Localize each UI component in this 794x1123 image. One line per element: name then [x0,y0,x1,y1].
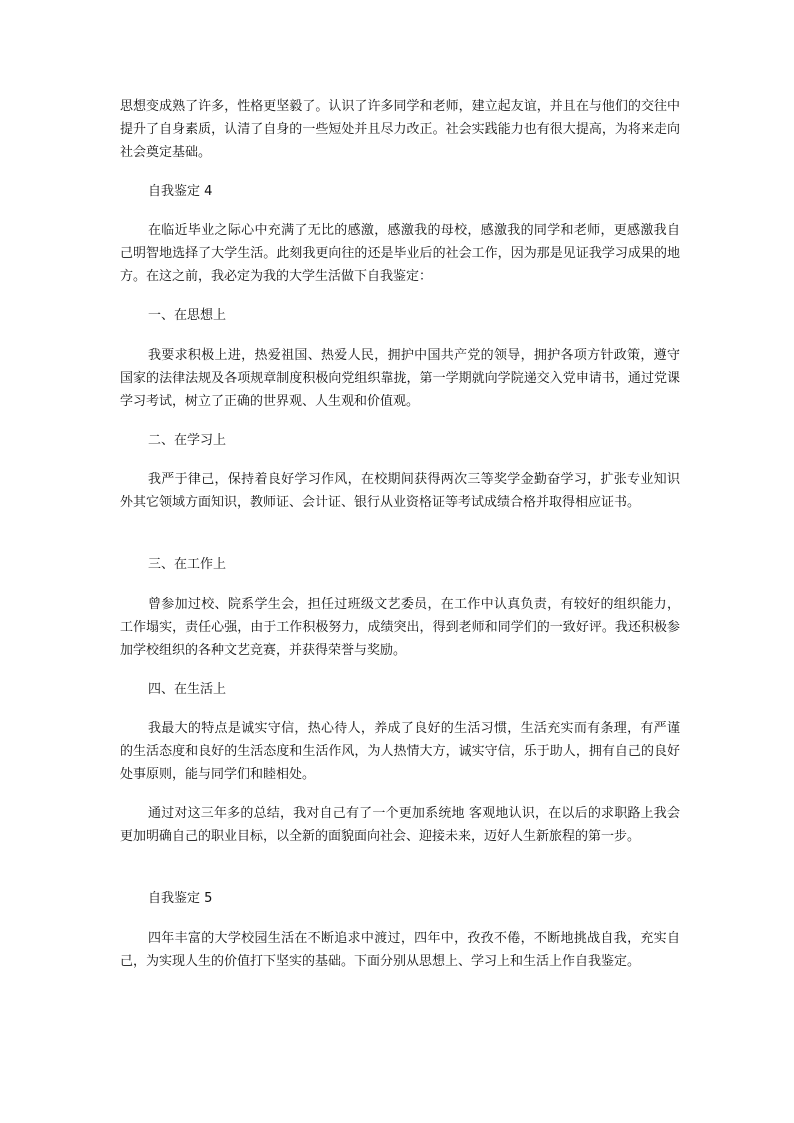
paragraph-life: 我最大的特点是诚实守信，热心待人，养成了良好的生活习惯，生活充实而有条理，有严谨的生活态度和良好的生活态度和生活作风，为人热情大方，诚实守信，乐于助人，拥有自己的良好处事原则，能与同学们和睦相处。 [120,721,680,782]
paragraph-intro-5: 四年丰富的大学校园生活在不断追求中渡过，四年中，孜孜不倦，不断地挑战自我，充实自己，为实现人生的价值打下坚实的基础。下面分别从思想上、学习上和生活上作自我鉴定。 [120,931,680,969]
heading-thought: 一、在思想上 [148,308,227,323]
heading-self-assessment-5: 自我鉴定 5 [148,891,213,906]
paragraph-summary: 通过对这三年多的总结，我对自己有了一个更加系统地 客观地认识，在以后的求职路上我会更加明确自己的职业目标，以全新的面貌面向社会、迎接未来，迈好人生新旅程的第一步。 [120,806,680,844]
paragraph-continued: 思想变成熟了许多，性格更坚毅了。认识了许多同学和老师，建立起友谊，并且在与他们的交往中提升了自身素质，认清了自身的一些短处并且尽力改正。社会实践能力也有很大提高，为将来走向社会奠定基础。 [120,99,680,160]
heading-self-assessment-4: 自我鉴定 4 [148,184,213,199]
heading-work: 三、在工作上 [148,557,227,572]
paragraph-work: 曾参加过校、院系学生会，担任过班级文艺委员，在工作中认真负责，有较好的组织能力，工作塌实，责任心强，由于工作积极努力，成绩突出，得到老师和同学们的一致好评。我还积极参加学校组织的各种文艺竞赛，并获得荣誉与奖励。 [120,597,680,658]
heading-study: 二、在学习上 [148,433,227,448]
paragraph-study: 我严于律己，保持着良好学习作风，在校期间获得两次三等奖学金勤奋学习，扩张专业知识外其它领域方面知识，教师证、会计证、银行从业资格证等考试成绩合格并取得相应证书。 [120,472,680,510]
heading-life: 四、在生活上 [148,682,227,697]
paragraph-thought: 我要求积极上进，热爱祖国、热爱人民，拥护中国共产党的领导，拥护各项方针政策，遵守国家的法律法规及各项规章制度积极向党组织靠拢，第一学期就向学院递交入党申请书，通过党课学习考试，树立了正确的世界观、人生观和价值观。 [120,348,680,409]
paragraph-intro-4: 在临近毕业之际心中充满了无比的感激，感激我的母校，感激我的同学和老师，更感激我自己明智地选择了大学生活。此刻我更向往的还是毕业后的社会工作，因为那是见证我学习成果的地方。在这之前，我必定为我的大学生活做下自我鉴定： [120,223,680,284]
